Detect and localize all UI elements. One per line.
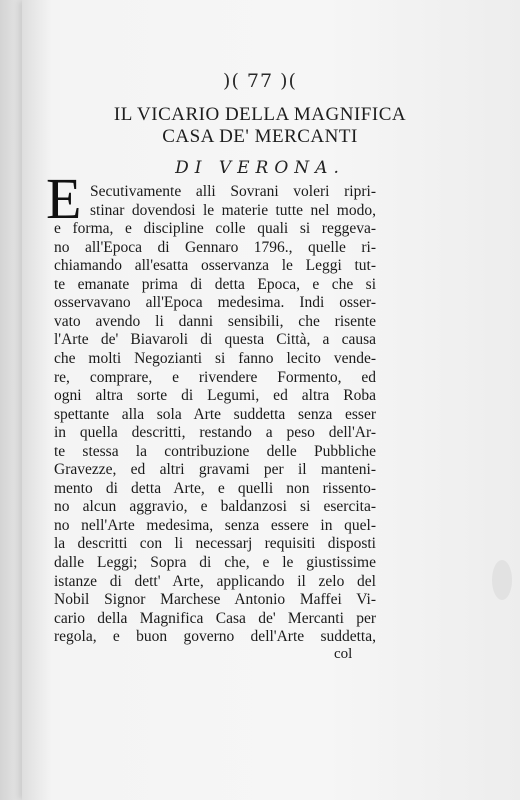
paper-stain xyxy=(492,560,512,600)
text-line: regola, e buon governo dell'Arte suddetta, xyxy=(54,628,376,646)
text-line: te emanate prima di detta Epoca, e che si xyxy=(54,275,376,293)
text-line: no nell'Arte medesima, senza essere in quel- xyxy=(54,516,376,534)
text-line: l'Arte de' Biavaroli di questa Città, a causa xyxy=(54,331,376,349)
text-line: ogni altra sorte di Legumi, ed altra Roba xyxy=(54,387,376,405)
text-line: spettante alla sola Arte suddetta senza esser xyxy=(54,405,376,423)
text-line: Secutivamente alli Sovrani voleri ripri- xyxy=(90,183,376,200)
subtitle: DI VERONA. xyxy=(175,158,345,178)
text-line: Nobil Signor Marchese Antonio Maffei Vi- xyxy=(54,591,376,609)
text-line: cario della Magnifica Casa de' Mercanti per xyxy=(54,609,376,627)
text-line: stinar dovendosi le materie tutte nel modo, xyxy=(90,201,376,219)
text-line: dalle Leggi; Sopra di che, e le giustissime xyxy=(54,554,376,571)
text-line: osservavano all'Epoca medesima. Indi osser- xyxy=(54,294,376,312)
text-line: istanze di dett' Arte, applicando il zelo del xyxy=(54,572,376,590)
drop-cap: E xyxy=(46,166,82,231)
text-line: in quella descritti, restando a peso dell'Ar- xyxy=(54,424,376,442)
text-line: chiamando all'esatta osservanza le Leggi tut- xyxy=(54,257,376,275)
title-line-2: CASA DE' MERCANTI xyxy=(162,126,358,147)
text-line: e forma, e discipline colle quali si reggeva- xyxy=(54,220,376,238)
catchword: col xyxy=(334,646,353,662)
text-line: re, comprare, e rivendere Formento, ed xyxy=(54,368,376,386)
text-line: no alcun aggravio, e baldanzosi si esercita- xyxy=(54,498,376,516)
text-line: no all'Epoca di Gennaro 1796., quelle ri- xyxy=(54,238,376,256)
page-number: )( 77 )( xyxy=(223,70,297,92)
text-line: la descritti con li necessarj requisiti disposti xyxy=(54,535,376,553)
text-line: mento di detta Arte, e quelli non rissento- xyxy=(54,479,376,497)
text-line: vato avendo li danni sensibili, che risente xyxy=(54,312,376,330)
text-line: Gravezze, ed altri gravami per il manteni- xyxy=(54,461,376,479)
text-line: che molti Negozianti si fanno lecito vende- xyxy=(54,349,376,367)
text-line: te stessa la contribuzione delle Pubbliche xyxy=(54,442,376,460)
title-line-1: IL VICARIO DELLA MAGNIFICA xyxy=(113,104,407,125)
